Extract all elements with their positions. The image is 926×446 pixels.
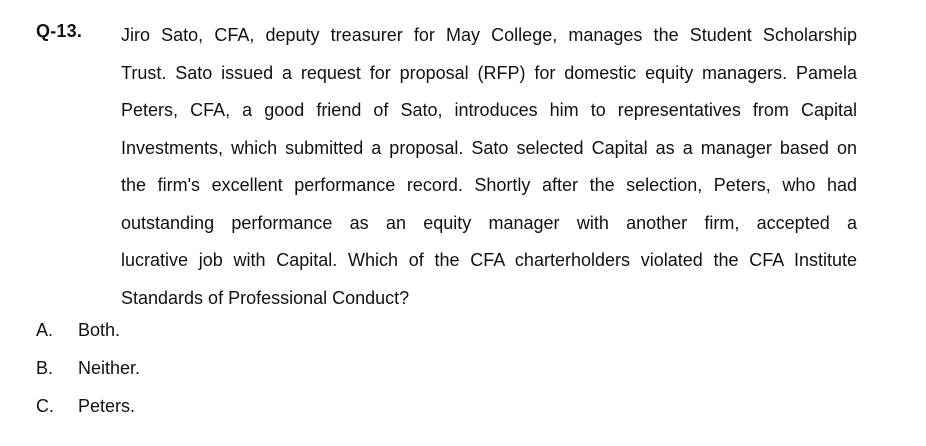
option-letter: A.	[36, 320, 54, 340]
question-line: Standards of Professional Conduct?	[121, 287, 410, 308]
question-line: the firm's excellent performance record. Shortly after the selection, Peters, who had	[121, 175, 857, 195]
option-text: Both.	[78, 320, 121, 340]
option-letter: C.	[36, 396, 54, 416]
question-line: Investments, which submitted a proposal. Sato selected Capital as a manager based on	[121, 137, 857, 158]
option-text: Neither.	[78, 358, 141, 378]
question-line: lucrative job with Capital. Which of the CFA charterholders violated the CFA Institute	[121, 250, 857, 270]
question-line: Jiro Sato, CFA, deputy treasurer for May College, manages the Student Scholarship	[121, 25, 857, 45]
question-line: outstanding performance as an equity manager with another firm, accepted a	[121, 212, 857, 233]
option-letter: B.	[36, 358, 54, 378]
question-line: Trust. Sato issued a request for proposal (RFP) for domestic equity managers. Pamela	[121, 62, 857, 83]
question-number: Q-13.	[36, 21, 83, 41]
question-line: Peters, CFA, a good friend of Sato, introduces him to representatives from Capital	[121, 100, 857, 120]
option-text: Peters.	[78, 396, 136, 416]
question-stem	[121, 17, 857, 317]
